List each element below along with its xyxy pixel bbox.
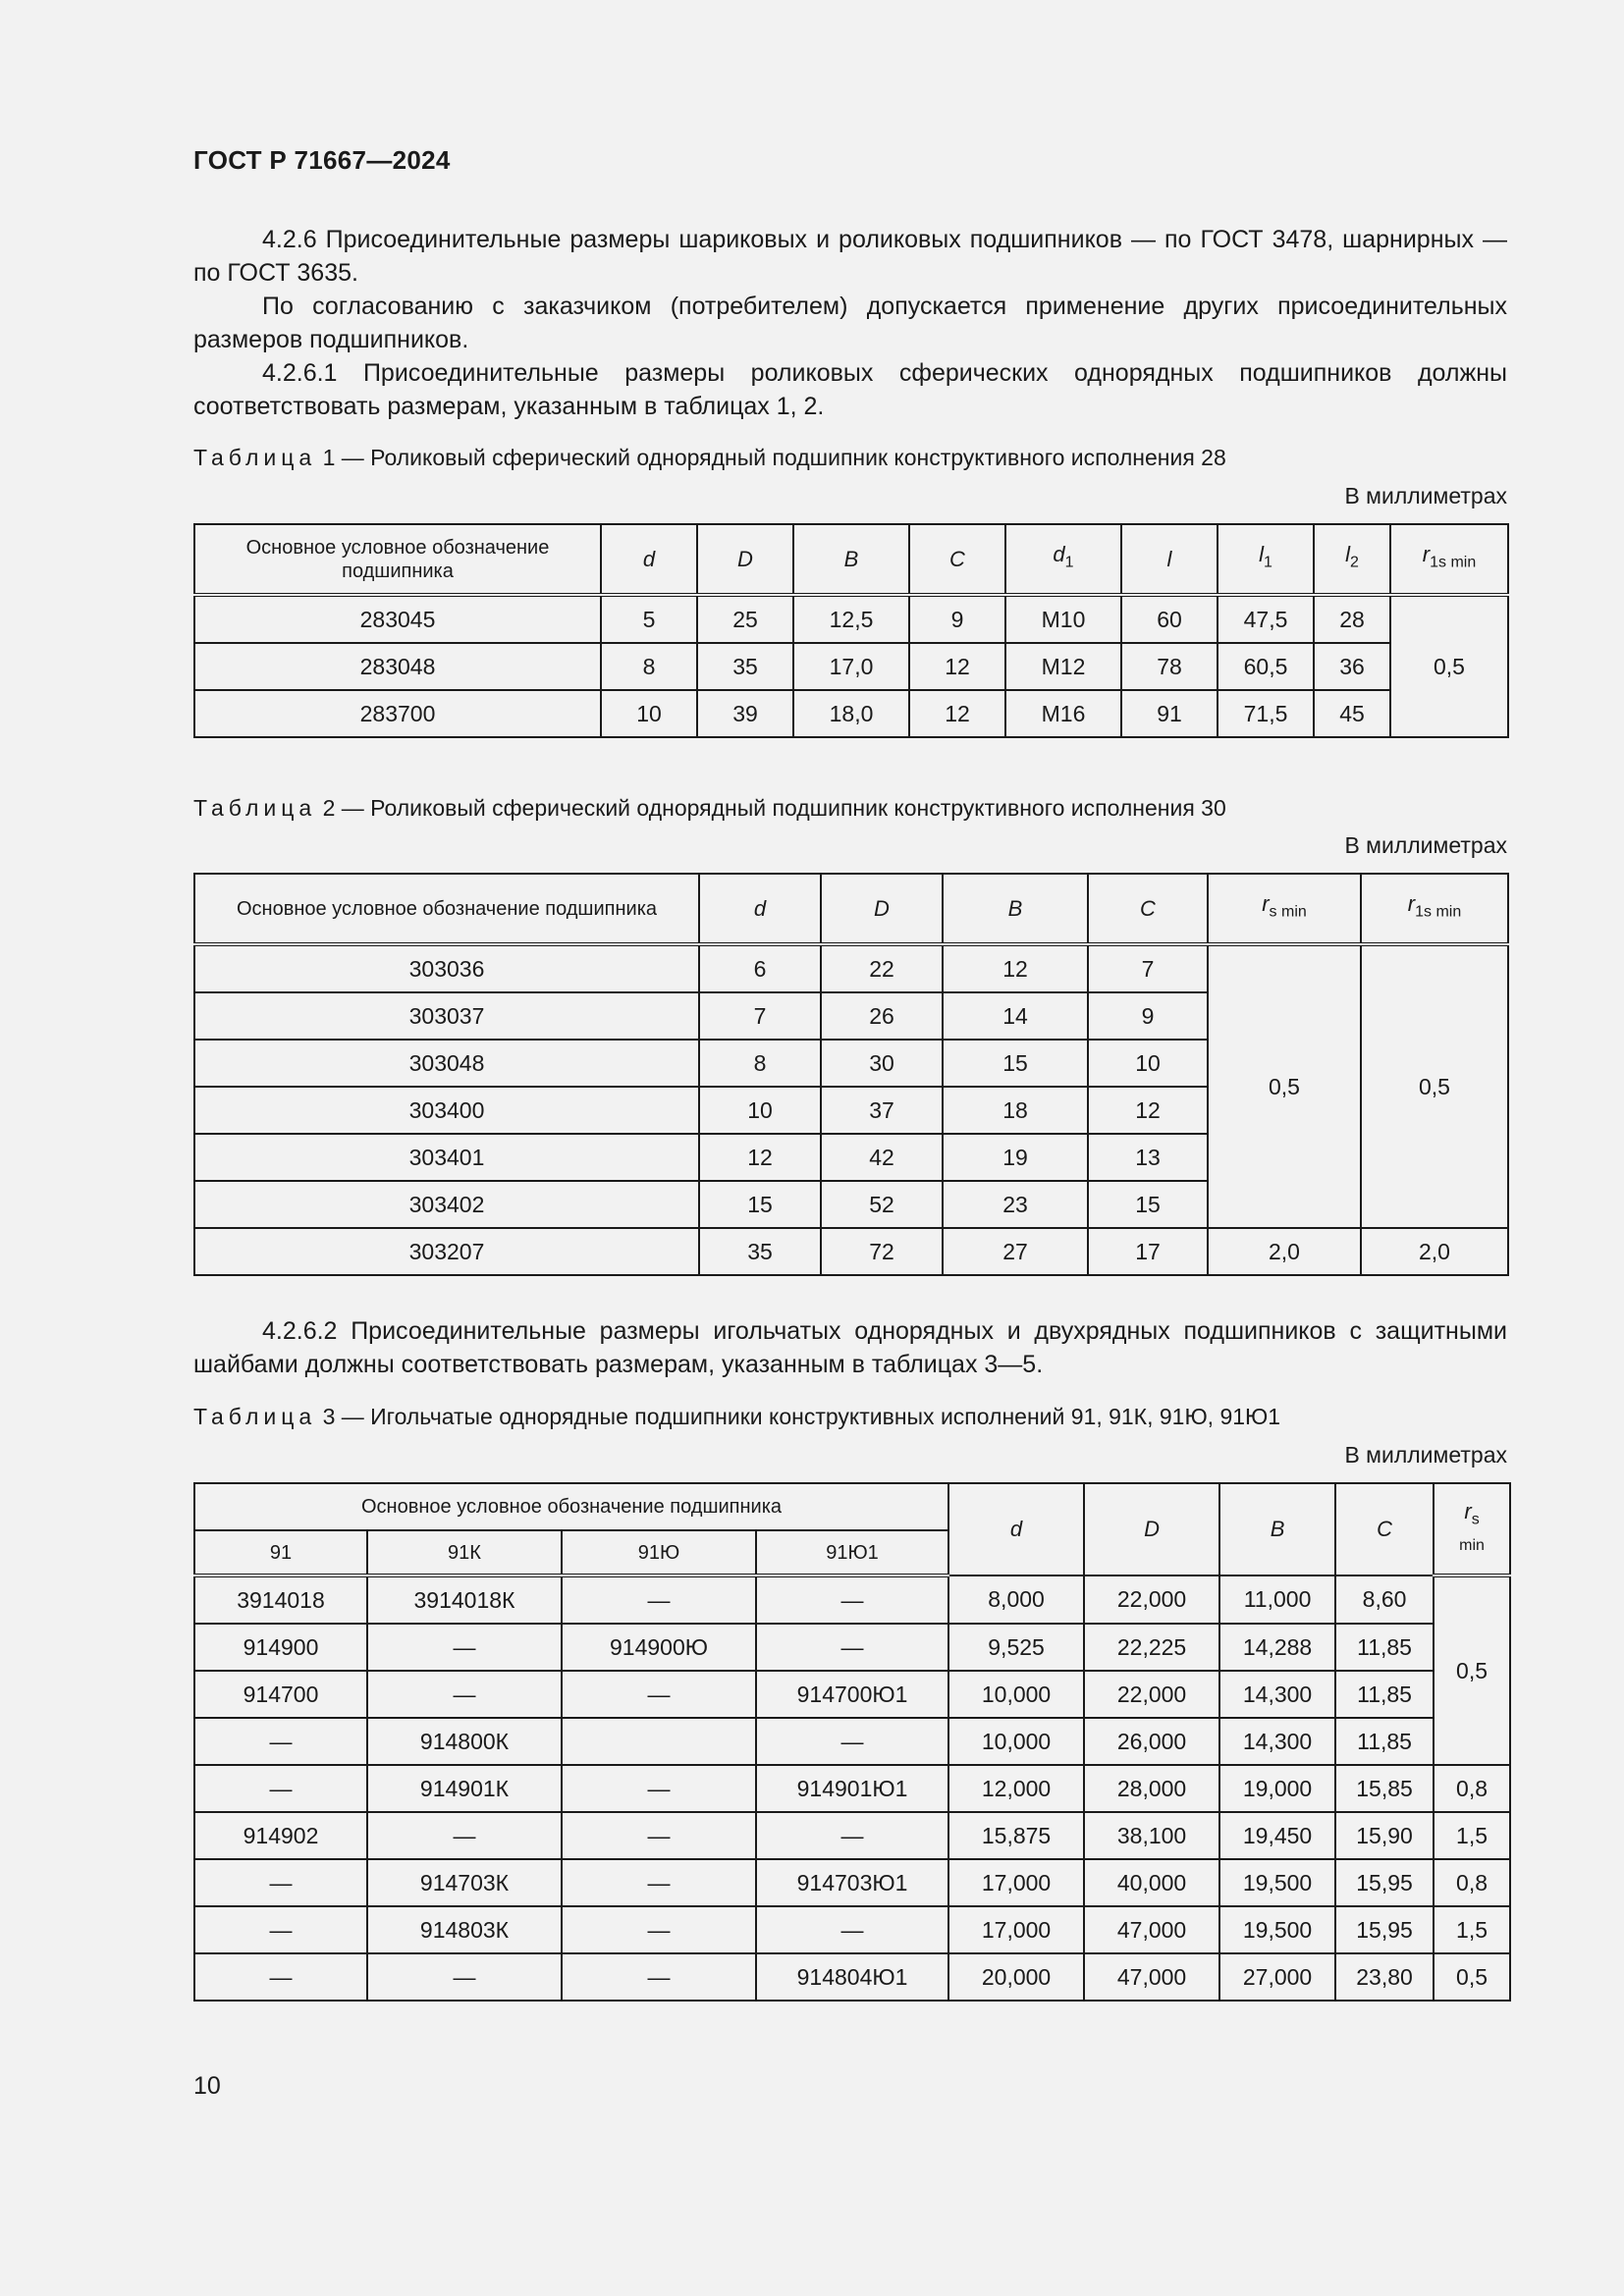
t2-cell: 303400 [194,1087,699,1134]
t3-cell: 11,85 [1335,1671,1434,1718]
paragraph-4-2-6-2: 4.2.6.2 Присоединительные размеры игольчатых однорядных и двухрядных подшипников с защитными шайбами должны соответствовать размерам, указанным в таблицах 3—5. [193,1317,1507,1378]
table-row [194,643,1508,690]
t1-header-d1: $d_1$ [1005,524,1121,595]
t3-cell: — [194,1953,367,2001]
t3-cell: 12,000 [948,1765,1084,1812]
t3-cell: 17,000 [948,1859,1084,1906]
t2-cell: 72 [821,1228,943,1275]
t2-cell: 19 [943,1134,1088,1181]
t1-cell: 25 [697,595,793,643]
t2-cell: 52 [821,1181,943,1228]
t3-cell: 38,100 [1084,1812,1219,1859]
table-row [194,1575,1510,1624]
t3-cell: 10,000 [948,1671,1084,1718]
t3-cell: 15,875 [948,1812,1084,1859]
t2-header-C: C [1088,874,1208,944]
t3-cell: — [562,1765,756,1812]
t1-cell: 12 [909,690,1005,737]
t3-cell: 914901Ю1 [756,1765,948,1812]
t2-header-r1s-min: $r_{1s min}$ [1361,874,1508,944]
t2-cell: 12 [943,944,1088,992]
table3-caption: Таблица 3 — Игольчатые однорядные подшипники конструктивных исполнений 91, 91К, 91Ю, 91Ю1 [193,1404,1281,1429]
table-row [194,690,1508,737]
t2-rs-merged-cell: 0,5 [1208,944,1361,1228]
t1-cell: 10 [601,690,697,737]
t1-cell: 9 [909,595,1005,643]
t3-cell: 0,5 [1434,1953,1510,2001]
table1-units: В миллиметрах [1344,483,1507,508]
t3-cell: 15,95 [1335,1906,1434,1953]
t2-cell: 26 [821,992,943,1040]
t3-cell: — [367,1953,562,2001]
t3-cell: — [194,1718,367,1765]
t1-cell: 60,5 [1218,643,1314,690]
t1-cell: 28 [1314,595,1390,643]
t1-cell: 283700 [194,690,601,737]
t3-cell: 914703Ю1 [756,1859,948,1906]
t3-cell: 8,000 [948,1575,1084,1624]
t3-cell: 19,450 [1219,1812,1335,1859]
t1-cell: 35 [697,643,793,690]
t3-cell: — [562,1859,756,1906]
t2-cell: 2,0 [1361,1228,1508,1275]
t1-cell: 78 [1121,643,1218,690]
t3-header-91: 91 [194,1530,367,1575]
t1-header-l1: $l_1$ [1218,524,1314,595]
table2-units: В миллиметрах [1344,832,1507,858]
t1-cell: 45 [1314,690,1390,737]
t1-cell: 5 [601,595,697,643]
t1-header-d: d [601,524,697,595]
t3-cell: — [562,1953,756,2001]
t1-header-D: D [697,524,793,595]
t2-cell: 303207 [194,1228,699,1275]
t3-header-91yu1: 91Ю1 [756,1530,948,1575]
t3-cell: — [756,1718,948,1765]
t2-header-d: d [699,874,821,944]
t3-rs-merged-cell: 0,5 [1434,1575,1510,1765]
t2-cell: 303402 [194,1181,699,1228]
t3-cell: 11,85 [1335,1624,1434,1671]
table-row [194,944,1508,992]
t3-cell: — [756,1575,948,1624]
t1-header-C: C [909,524,1005,595]
t2-cell: 13 [1088,1134,1208,1181]
t3-cell: 914700Ю1 [756,1671,948,1718]
t1-cell: 12,5 [793,595,909,643]
t3-cell: 914902 [194,1812,367,1859]
table-row [194,1812,1510,1859]
t1-cell: 47,5 [1218,595,1314,643]
t3-cell: 1,5 [1434,1906,1510,1953]
t3-cell [562,1718,756,1765]
t2-cell: 27 [943,1228,1088,1275]
t3-cell: 27,000 [1219,1953,1335,2001]
t2-cell: 303036 [194,944,699,992]
t2-cell: 14 [943,992,1088,1040]
t3-cell: 8,60 [1335,1575,1434,1624]
paragraph-agreement: По согласованию с заказчиком (потребителем) допускается применение других присоединительных размеров подшипников. [193,293,1507,353]
t3-cell: 22,225 [1084,1624,1219,1671]
t2-cell: 6 [699,944,821,992]
t2-cell: 12 [1088,1087,1208,1134]
t3-cell: 1,5 [1434,1812,1510,1859]
t3-header-91yu: 91Ю [562,1530,756,1575]
t2-cell: 2,0 [1208,1228,1361,1275]
t2-cell: 23 [943,1181,1088,1228]
t3-cell: 914700 [194,1671,367,1718]
t3-cell: — [562,1575,756,1624]
t2-cell: 303037 [194,992,699,1040]
paragraph-4-2-6-1: 4.2.6.1 Присоединительные размеры роликовых сферических однорядных подшипников должны соответствовать размерам, указанным в таблицах 1, 2. [193,359,1507,420]
t1-cell: 71,5 [1218,690,1314,737]
t3-cell: — [367,1812,562,1859]
t3-cell: 11,85 [1335,1718,1434,1765]
table-row [194,595,1508,643]
t3-cell: — [562,1906,756,1953]
t3-cell: 10,000 [948,1718,1084,1765]
t2-cell: 22 [821,944,943,992]
t2-cell: 15 [943,1040,1088,1087]
t3-cell: 914800К [367,1718,562,1765]
t2-cell: 303048 [194,1040,699,1087]
table-1 [193,523,1509,738]
t2-cell: 10 [699,1087,821,1134]
t3-cell: 914804Ю1 [756,1953,948,2001]
t3-cell: 9,525 [948,1624,1084,1671]
table-row [194,1953,1510,2001]
t3-cell: — [756,1624,948,1671]
page-number: 10 [193,2072,221,2100]
t2-cell: 30 [821,1040,943,1087]
t3-header-B: B [1219,1483,1335,1575]
t3-cell: — [194,1906,367,1953]
t1-cell: 12 [909,643,1005,690]
t3-cell: 914803К [367,1906,562,1953]
paragraph-4-2-6: 4.2.6 Присоединительные размеры шариковых и роликовых подшипников — по ГОСТ 3478, шарнирных — по ГОСТ 3635. [193,226,1507,287]
t1-cell: 39 [697,690,793,737]
t1-cell: 283045 [194,595,601,643]
table-row [194,1859,1510,1906]
t2-header-D: D [821,874,943,944]
t3-cell: 914900 [194,1624,367,1671]
t3-cell: 22,000 [1084,1575,1219,1624]
t1-r1s-merged-cell: 0,5 [1390,595,1508,737]
t3-cell: — [367,1671,562,1718]
t1-cell: 283048 [194,643,601,690]
t1-header-l: l [1121,524,1218,595]
t3-cell: 15,85 [1335,1765,1434,1812]
table3-units: В миллиметрах [1344,1442,1507,1468]
t3-cell: 14,300 [1219,1671,1335,1718]
t2-r1s-merged-cell: 0,5 [1361,944,1508,1228]
t3-cell: — [194,1859,367,1906]
t1-header-designation: Основное условное обозначение подшипника [194,524,601,595]
t3-header-designation: Основное условное обозначение подшипника [194,1483,948,1530]
t3-cell: 20,000 [948,1953,1084,2001]
table1-caption: Таблица 1 — Роликовый сферический однорядный подшипник конструктивного исполнения 28 [193,445,1226,470]
t3-cell: — [367,1624,562,1671]
t2-cell: 42 [821,1134,943,1181]
t3-cell: 3914018К [367,1575,562,1624]
t1-header-B: B [793,524,909,595]
t3-cell: 17,000 [948,1906,1084,1953]
document-header: ГОСТ Р 71667—2024 [193,145,451,175]
t2-cell: 9 [1088,992,1208,1040]
t3-cell: 914900Ю [562,1624,756,1671]
t3-cell: 19,500 [1219,1906,1335,1953]
t2-cell: 12 [699,1134,821,1181]
t1-cell: 18,0 [793,690,909,737]
t2-header-designation: Основное условное обозначение подшипника [194,874,699,944]
t1-header-l2: $l_2$ [1314,524,1390,595]
t2-cell: 8 [699,1040,821,1087]
t3-cell: 28,000 [1084,1765,1219,1812]
t3-cell: 15,95 [1335,1859,1434,1906]
table-row [194,1624,1510,1671]
t2-cell: 15 [699,1181,821,1228]
t3-cell: 47,000 [1084,1953,1219,2001]
t3-cell: 14,300 [1219,1718,1335,1765]
table-row [194,1718,1510,1765]
table2-caption: Таблица 2 — Роликовый сферический однорядный подшипник конструктивного исполнения 30 [193,795,1226,821]
t1-cell: M10 [1005,595,1121,643]
t1-cell: M16 [1005,690,1121,737]
t2-cell: 7 [1088,944,1208,992]
t3-cell: — [562,1812,756,1859]
t3-cell: 19,500 [1219,1859,1335,1906]
t3-cell: 14,288 [1219,1624,1335,1671]
t2-cell: 37 [821,1087,943,1134]
t2-cell: 303401 [194,1134,699,1181]
t3-cell: 914901К [367,1765,562,1812]
t1-cell: 17,0 [793,643,909,690]
table-row [194,1765,1510,1812]
t3-cell: 47,000 [1084,1906,1219,1953]
t3-header-91k: 91К [367,1530,562,1575]
t3-cell: 19,000 [1219,1765,1335,1812]
t3-cell: 0,8 [1434,1859,1510,1906]
t2-cell: 10 [1088,1040,1208,1087]
t3-header-D: D [1084,1483,1219,1575]
t2-cell: 35 [699,1228,821,1275]
t2-header-rs-min: $r_{s min}$ [1208,874,1361,944]
t1-cell: M12 [1005,643,1121,690]
t3-header-d: d [948,1483,1084,1575]
t3-cell: 3914018 [194,1575,367,1624]
t3-cell: 0,8 [1434,1765,1510,1812]
t3-cell: — [194,1765,367,1812]
t2-cell: 18 [943,1087,1088,1134]
t1-cell: 91 [1121,690,1218,737]
t1-cell: 36 [1314,643,1390,690]
t3-cell: — [756,1906,948,1953]
t3-cell: — [756,1812,948,1859]
t2-cell: 15 [1088,1181,1208,1228]
t3-cell: — [562,1671,756,1718]
t1-header-r1s-min: $r_{1s min}$ [1390,524,1508,595]
t3-cell: 914703К [367,1859,562,1906]
t3-header-C: C [1335,1483,1434,1575]
table-row [194,1671,1510,1718]
t1-cell: 60 [1121,595,1218,643]
t3-header-rs-min: $r_s$ min [1434,1483,1510,1575]
t3-cell: 15,90 [1335,1812,1434,1859]
t2-cell: 17 [1088,1228,1208,1275]
table-row [194,1906,1510,1953]
t3-cell: 40,000 [1084,1859,1219,1906]
table-2 [193,873,1509,1276]
t3-cell: 11,000 [1219,1575,1335,1624]
t3-cell: 26,000 [1084,1718,1219,1765]
t2-header-B: B [943,874,1088,944]
t3-cell: 22,000 [1084,1671,1219,1718]
t3-cell: 23,80 [1335,1953,1434,2001]
t1-cell: 8 [601,643,697,690]
table-3 [193,1482,1511,2002]
t2-cell: 7 [699,992,821,1040]
table-row [194,1228,1508,1275]
